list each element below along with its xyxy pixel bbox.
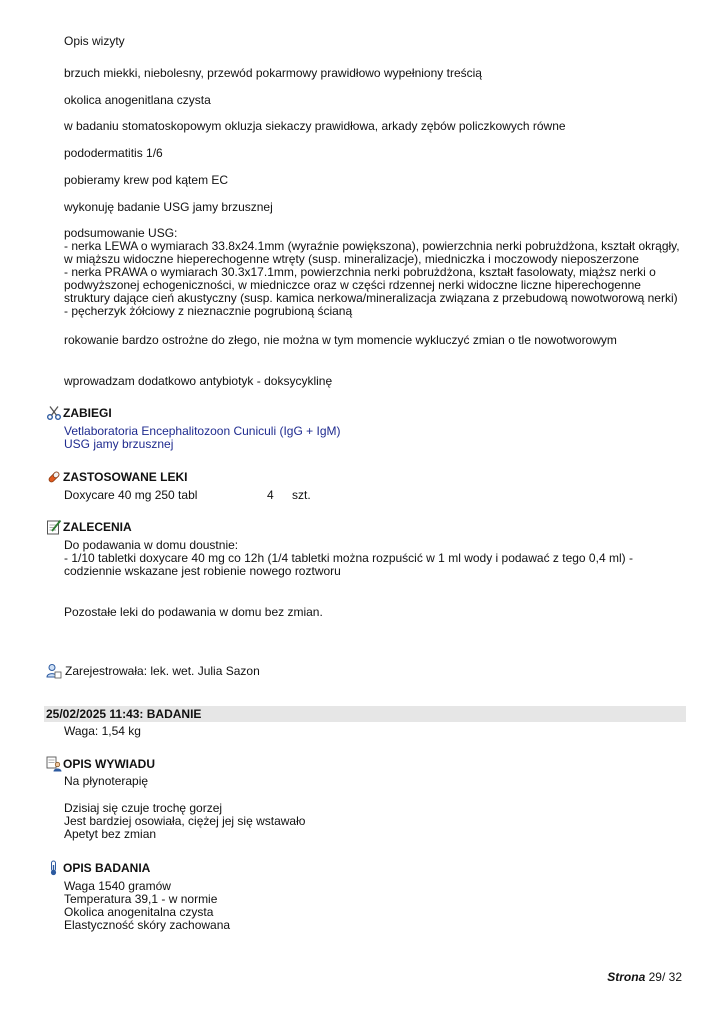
medication-unit: szt. — [292, 488, 311, 502]
thermometer-icon — [46, 860, 62, 876]
recommendations-heading — [46, 518, 132, 536]
user-icon — [46, 663, 62, 679]
usg-line: podsumowanie USG: — [64, 226, 178, 240]
registered-by — [46, 662, 260, 680]
medication-quantity: 4 — [267, 488, 274, 502]
visit-paragraph: okolica anogenitlana czysta — [64, 93, 211, 107]
findings-line: Okolica anogenitalna czysta — [64, 905, 214, 919]
procedure-item: USG jamy brzusznej — [64, 437, 174, 451]
usg-line: - nerka LEWA o wymiarach 33.8x24.1mm (wyraźnie powiększona), powierzchnia nerki pobrużdżona, kształt okrągły, — [64, 239, 680, 253]
findings-line: Elastyczność skóry zachowana — [64, 918, 231, 932]
usg-summary — [64, 227, 680, 318]
page-number — [607, 970, 682, 984]
exam-section-header: 25/02/2025 11:43: BADANIE — [44, 706, 686, 722]
history-line: Na płynoterapię — [64, 774, 149, 788]
usg-line: - nerka PRAWA o wymiarach 30.3x17.1mm, powierzchnia nerki pobrużdżona, kształt fasolowaty, miąższ nerki o — [64, 265, 656, 279]
procedures-title: ZABIEGI — [63, 406, 112, 420]
visit-paragraph: pododermatitis 1/6 — [64, 146, 163, 160]
usg-line: struktury dające cień akustyczny (susp. kamica nerkowa/mineralizacja związana z przebudową nowotworową nerki) — [64, 291, 678, 305]
recommendation-line: codziennie wskazane jest robienie nowego roztworu — [64, 564, 341, 578]
visit-paragraph: w badaniu stomatoskopowym okluzja siekaczy prawidłowa, arkady zębów policzkowych równe — [64, 119, 566, 133]
pill-icon — [46, 469, 62, 485]
usg-line: podwyższonej echogeniczności, w miedniczce oraz w części rdzennej nerki widoczne liczne hiperechogenne — [64, 278, 641, 292]
findings-heading — [46, 859, 150, 877]
page-count: 29/ 32 — [648, 970, 682, 984]
findings-line: Waga 1540 gramów — [64, 879, 171, 893]
findings-text — [64, 880, 230, 932]
usg-line: - pęcherzyk żółciowy z nieznacznie pogrubioną ścianą — [64, 304, 353, 318]
notepad-icon — [46, 519, 62, 535]
visit-paragraph: brzuch miekki, niebolesny, przewód pokarmowy prawidłowo wypełniony treścią — [64, 66, 482, 80]
medications-title: ZASTOSOWANE LEKI — [63, 470, 188, 484]
history-heading — [46, 755, 155, 773]
recommendation-line: Do podawania w domu doustnie: — [64, 538, 239, 552]
visit-paragraph: rokowanie bardzo ostrożne do złego, nie można w tym momencie wykluczyć zmian o tle nowotworowym — [64, 333, 617, 347]
procedure-item: Vetlaboratoria Encephalitozoon Cuniculi (IgG + IgM) — [64, 424, 341, 438]
findings-line: Temperatura 39,1 - w normie — [64, 892, 218, 906]
procedures-list — [64, 425, 341, 451]
person-note-icon — [46, 756, 62, 772]
recommendations-text — [64, 539, 633, 578]
visit-paragraph: wykonuję badanie USG jamy brzusznej — [64, 200, 273, 214]
history-line: Dzisiaj się czuje trochę gorzej — [64, 801, 223, 815]
page-label: Strona — [607, 970, 646, 984]
registered-by-text: Zarejestrowała: lek. wet. Julia Sazon — [65, 664, 260, 678]
recommendation-line: - 1/10 tabletki doxycare 40 mg co 12h (1/4 tabletki można rozpuścić w 1 ml wody i podawać z tego 0,4 ml) - — [64, 551, 633, 565]
history-line: Jest bardziej osowiała, ciężej jej się wstawało — [64, 814, 306, 828]
recommendations-title: ZALECENIA — [63, 520, 132, 534]
exam-weight: Waga: 1,54 kg — [64, 724, 141, 738]
recommendation-note: Pozostałe leki do podawania w domu bez zmian. — [64, 605, 323, 619]
scissors-icon — [46, 405, 62, 421]
procedures-heading — [46, 404, 112, 422]
medication-name: Doxycare 40 mg 250 tabl — [64, 488, 198, 502]
visit-paragraph: wprowadzam dodatkowo antybiotyk - doksycyklinę — [64, 374, 333, 388]
usg-line: w miąższu widoczne hieperechogenne wtręty (susp. mineralizacje), miedniczka i moczowody nieposzerzone — [64, 252, 639, 266]
visit-paragraph: pobieramy krew pod kątem EC — [64, 173, 229, 187]
history-title: OPIS WYWIADU — [63, 757, 155, 771]
visit-description-title: Opis wizyty — [64, 34, 125, 48]
medications-heading — [46, 468, 187, 486]
history-text — [64, 802, 305, 841]
history-line: Apetyt bez zmian — [64, 827, 157, 841]
findings-title: OPIS BADANIA — [63, 861, 151, 875]
